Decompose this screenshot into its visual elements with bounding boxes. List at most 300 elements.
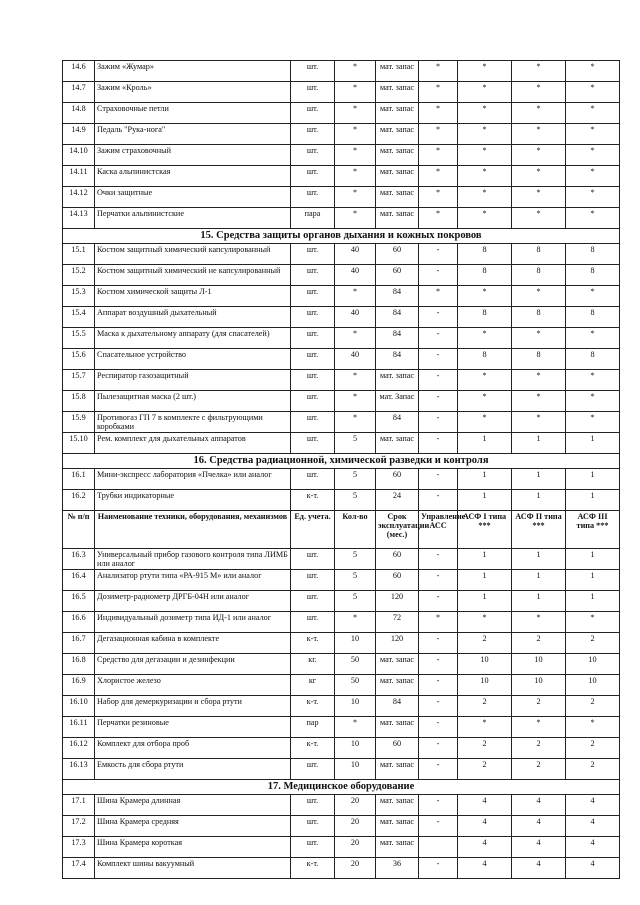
table-row: [63, 166, 620, 187]
cell-asf1: *: [458, 370, 512, 391]
cell-num: 16.5: [63, 591, 95, 612]
cell-unit: шт.: [291, 244, 335, 265]
rows-section-14: [63, 61, 620, 229]
cell-qty: *: [335, 124, 376, 145]
cell-num: 14.7: [63, 82, 95, 103]
table-row: [63, 816, 620, 837]
cell-asf2: 10: [512, 654, 566, 675]
cell-name: Емкость для сбора ртути: [95, 759, 291, 780]
cell-unit: шт.: [291, 328, 335, 349]
cell-ass: *: [419, 187, 458, 208]
cell-asf1: *: [458, 717, 512, 738]
cell-asf3: *: [566, 208, 620, 229]
cell-name: Дозиметр-радиометр ДРГБ-04Н или аналог: [95, 591, 291, 612]
cell-asf2: 1: [512, 490, 566, 511]
cell-unit: к-т.: [291, 633, 335, 654]
cell-name: Хлористое железо: [95, 675, 291, 696]
cell-term: 84: [376, 307, 419, 328]
cell-ass: -: [419, 795, 458, 816]
cell-name: Трубки индикаторные: [95, 490, 291, 511]
cell-term: 60: [376, 265, 419, 286]
cell-unit: шт.: [291, 795, 335, 816]
cell-qty: 5: [335, 570, 376, 591]
cell-asf2: *: [512, 124, 566, 145]
cell-qty: 10: [335, 633, 376, 654]
cell-ass: *: [419, 286, 458, 307]
cell-asf2: *: [512, 208, 566, 229]
cell-unit: шт.: [291, 816, 335, 837]
cell-num: 16.4: [63, 570, 95, 591]
cell-term: мат. запас: [376, 124, 419, 145]
table-row: [63, 208, 620, 229]
cell-term: 36: [376, 858, 419, 879]
header-num: № п/п: [63, 511, 95, 549]
cell-name: Шина Крамера длинная: [95, 795, 291, 816]
table-row: [63, 412, 620, 433]
cell-term: мат. запас: [376, 370, 419, 391]
table-row: [63, 490, 620, 511]
cell-num: 16.1: [63, 469, 95, 490]
cell-unit: шт.: [291, 549, 335, 570]
cell-asf3: 8: [566, 265, 620, 286]
header-asf1: АСФ I типа ***: [458, 511, 512, 549]
cell-term: 84: [376, 286, 419, 307]
cell-unit: кг: [291, 675, 335, 696]
cell-term: мат. запас: [376, 717, 419, 738]
cell-asf1: 8: [458, 307, 512, 328]
cell-num: 15.2: [63, 265, 95, 286]
cell-asf3: 1: [566, 549, 620, 570]
cell-ass: -: [419, 244, 458, 265]
cell-ass: -: [419, 549, 458, 570]
cell-asf1: *: [458, 328, 512, 349]
cell-asf1: 4: [458, 837, 512, 858]
cell-qty: 5: [335, 469, 376, 490]
cell-name: Страховочные петли: [95, 103, 291, 124]
cell-num: 15.4: [63, 307, 95, 328]
header-name: Наименование техники, оборудования, механизмов: [95, 511, 291, 549]
cell-name: Анализатор ртути типа «РА-915 М» или аналог: [95, 570, 291, 591]
cell-name: Аппарат воздушный дыхательный: [95, 307, 291, 328]
cell-num: 15.6: [63, 349, 95, 370]
cell-name: Перчатки альпинистские: [95, 208, 291, 229]
cell-unit: шт.: [291, 286, 335, 307]
cell-num: 16.6: [63, 612, 95, 633]
cell-unit: шт.: [291, 837, 335, 858]
cell-asf2: 1: [512, 549, 566, 570]
cell-ass: -: [419, 717, 458, 738]
cell-qty: 5: [335, 591, 376, 612]
cell-term: 120: [376, 633, 419, 654]
cell-asf3: 2: [566, 738, 620, 759]
cell-name: Пылезащитная маска (2 шт.): [95, 391, 291, 412]
cell-asf2: 4: [512, 816, 566, 837]
header-term: Срок эксплуатации (мес.): [376, 511, 419, 549]
cell-num: 15.7: [63, 370, 95, 391]
rows-section-16-part2: [63, 549, 620, 780]
section-15-heading-group: [63, 229, 620, 244]
cell-qty: *: [335, 103, 376, 124]
repeated-header: [63, 511, 620, 549]
cell-ass: -: [419, 307, 458, 328]
cell-asf3: *: [566, 370, 620, 391]
cell-qty: 40: [335, 349, 376, 370]
cell-num: 16.13: [63, 759, 95, 780]
cell-unit: пар: [291, 717, 335, 738]
cell-asf1: 4: [458, 816, 512, 837]
cell-qty: *: [335, 717, 376, 738]
cell-term: мат. запас: [376, 795, 419, 816]
cell-unit: шт.: [291, 469, 335, 490]
cell-name: Противогаз ГП 7 в комплекте с фильтрующими коробками: [95, 412, 291, 433]
cell-asf2: *: [512, 328, 566, 349]
cell-asf2: 1: [512, 469, 566, 490]
table-row: [63, 591, 620, 612]
cell-asf2: *: [512, 166, 566, 187]
cell-qty: 10: [335, 759, 376, 780]
cell-asf1: *: [458, 82, 512, 103]
cell-qty: 5: [335, 433, 376, 454]
cell-unit: шт.: [291, 433, 335, 454]
cell-qty: 5: [335, 490, 376, 511]
cell-term: мат. запас: [376, 187, 419, 208]
cell-num: 14.6: [63, 61, 95, 82]
header-asf3: АСФ III типа ***: [566, 511, 620, 549]
cell-term: мат. запас: [376, 837, 419, 858]
cell-term: мат. запас: [376, 759, 419, 780]
cell-num: 17.4: [63, 858, 95, 879]
cell-ass: -: [419, 349, 458, 370]
header-unit: Ед. учета.: [291, 511, 335, 549]
cell-term: 60: [376, 469, 419, 490]
cell-qty: *: [335, 612, 376, 633]
cell-asf3: *: [566, 166, 620, 187]
cell-asf1: *: [458, 103, 512, 124]
cell-asf3: *: [566, 328, 620, 349]
cell-unit: шт.: [291, 82, 335, 103]
cell-num: 15.1: [63, 244, 95, 265]
cell-asf2: *: [512, 82, 566, 103]
cell-unit: шт.: [291, 370, 335, 391]
cell-asf3: *: [566, 412, 620, 433]
cell-asf3: 10: [566, 675, 620, 696]
cell-asf3: 2: [566, 759, 620, 780]
cell-ass: -: [419, 433, 458, 454]
cell-ass: -: [419, 696, 458, 717]
table-row: [63, 349, 620, 370]
cell-qty: *: [335, 286, 376, 307]
cell-term: мат. запас: [376, 433, 419, 454]
table-row: [63, 103, 620, 124]
cell-asf2: *: [512, 61, 566, 82]
cell-name: Маска к дыхательному аппарату (для спасателей): [95, 328, 291, 349]
table-row: [63, 370, 620, 391]
cell-asf1: 1: [458, 469, 512, 490]
cell-name: Каска альпинистская: [95, 166, 291, 187]
cell-qty: 40: [335, 307, 376, 328]
table-row: [63, 328, 620, 349]
cell-qty: 20: [335, 837, 376, 858]
cell-asf3: *: [566, 145, 620, 166]
cell-num: 14.12: [63, 187, 95, 208]
cell-num: 15.3: [63, 286, 95, 307]
cell-qty: *: [335, 391, 376, 412]
cell-ass: -: [419, 469, 458, 490]
cell-name: Дегазационная кабина в комплекте: [95, 633, 291, 654]
cell-num: 16.2: [63, 490, 95, 511]
cell-ass: -: [419, 591, 458, 612]
cell-num: 16.9: [63, 675, 95, 696]
cell-name: Перчатки резиновые: [95, 717, 291, 738]
cell-name: Универсальный прибор газового контроля типа ЛИМБ или аналог: [95, 549, 291, 570]
cell-name: Зажим «Кроль»: [95, 82, 291, 103]
table-row: [63, 633, 620, 654]
cell-asf3: 1: [566, 570, 620, 591]
cell-asf2: 2: [512, 759, 566, 780]
cell-term: 84: [376, 412, 419, 433]
cell-unit: шт.: [291, 759, 335, 780]
cell-asf3: 4: [566, 816, 620, 837]
cell-unit: шт.: [291, 412, 335, 433]
cell-name: Комплект для отбора проб: [95, 738, 291, 759]
cell-asf2: 8: [512, 265, 566, 286]
table-row: [63, 433, 620, 454]
cell-asf1: *: [458, 412, 512, 433]
cell-qty: 10: [335, 696, 376, 717]
cell-asf2: *: [512, 612, 566, 633]
cell-qty: 5: [335, 549, 376, 570]
cell-term: 60: [376, 549, 419, 570]
cell-term: 84: [376, 349, 419, 370]
cell-num: 16.11: [63, 717, 95, 738]
cell-asf2: *: [512, 286, 566, 307]
cell-name: Респиратор газозащитный: [95, 370, 291, 391]
cell-ass: -: [419, 370, 458, 391]
cell-asf3: 8: [566, 307, 620, 328]
cell-asf1: *: [458, 124, 512, 145]
cell-num: 17.1: [63, 795, 95, 816]
cell-asf1: 10: [458, 654, 512, 675]
cell-asf1: 1: [458, 549, 512, 570]
cell-asf2: 1: [512, 433, 566, 454]
cell-term: 60: [376, 244, 419, 265]
header-ass: Управление АСС: [419, 511, 458, 549]
cell-qty: *: [335, 187, 376, 208]
cell-asf3: *: [566, 286, 620, 307]
cell-ass: -: [419, 738, 458, 759]
section-heading-17: 17. Медицинское оборудование: [63, 780, 620, 795]
cell-term: мат. запас: [376, 166, 419, 187]
cell-unit: шт.: [291, 145, 335, 166]
cell-asf1: 2: [458, 738, 512, 759]
cell-asf2: 10: [512, 675, 566, 696]
table-row: [63, 858, 620, 879]
cell-ass: -: [419, 654, 458, 675]
cell-asf1: 1: [458, 591, 512, 612]
cell-asf1: *: [458, 612, 512, 633]
cell-unit: к-т.: [291, 858, 335, 879]
cell-unit: шт.: [291, 349, 335, 370]
cell-unit: к-т.: [291, 738, 335, 759]
cell-ass: -: [419, 265, 458, 286]
cell-asf1: 2: [458, 759, 512, 780]
cell-num: 14.11: [63, 166, 95, 187]
cell-asf3: *: [566, 391, 620, 412]
cell-asf2: *: [512, 370, 566, 391]
cell-name: Зажим страховочный: [95, 145, 291, 166]
cell-asf3: 8: [566, 244, 620, 265]
cell-term: 24: [376, 490, 419, 511]
cell-qty: 20: [335, 795, 376, 816]
cell-ass: -: [419, 391, 458, 412]
cell-asf3: 4: [566, 837, 620, 858]
cell-ass: *: [419, 208, 458, 229]
cell-term: мат. запас: [376, 816, 419, 837]
cell-name: Комплект шины вакуумный: [95, 858, 291, 879]
section-17-heading-group: [63, 780, 620, 795]
cell-qty: 20: [335, 816, 376, 837]
cell-num: 16.12: [63, 738, 95, 759]
cell-unit: шт.: [291, 612, 335, 633]
cell-num: 14.8: [63, 103, 95, 124]
cell-asf3: *: [566, 717, 620, 738]
cell-asf2: 2: [512, 696, 566, 717]
cell-asf3: 4: [566, 795, 620, 816]
cell-unit: к-т.: [291, 490, 335, 511]
cell-name: Мини-экспресс лаборатория «Пчелка» или аналог: [95, 469, 291, 490]
cell-asf1: 1: [458, 490, 512, 511]
cell-term: мат. запас: [376, 675, 419, 696]
cell-qty: *: [335, 208, 376, 229]
cell-num: 15.10: [63, 433, 95, 454]
cell-term: мат. запас: [376, 103, 419, 124]
cell-term: мат. запас: [376, 61, 419, 82]
table-row: [63, 187, 620, 208]
cell-asf3: 4: [566, 858, 620, 879]
table-row: [63, 124, 620, 145]
rows-section-15: [63, 244, 620, 454]
cell-term: 60: [376, 570, 419, 591]
cell-ass: -: [419, 675, 458, 696]
cell-name: Рем. комплект для дыхательных аппаратов: [95, 433, 291, 454]
cell-asf1: 1: [458, 570, 512, 591]
cell-name: Средство для дегазации и дезинфекции: [95, 654, 291, 675]
cell-term: 120: [376, 591, 419, 612]
cell-asf2: 8: [512, 349, 566, 370]
cell-asf2: *: [512, 717, 566, 738]
cell-unit: к-т.: [291, 696, 335, 717]
cell-asf1: *: [458, 391, 512, 412]
cell-unit: шт.: [291, 166, 335, 187]
cell-unit: шт.: [291, 391, 335, 412]
cell-num: 16.7: [63, 633, 95, 654]
cell-unit: шт.: [291, 307, 335, 328]
cell-term: 84: [376, 328, 419, 349]
cell-asf3: 1: [566, 433, 620, 454]
cell-unit: кг.: [291, 654, 335, 675]
cell-asf2: *: [512, 412, 566, 433]
cell-qty: *: [335, 145, 376, 166]
section-16-heading-group: [63, 454, 620, 469]
table-row: [63, 570, 620, 591]
cell-asf2: 2: [512, 738, 566, 759]
cell-ass: *: [419, 82, 458, 103]
cell-qty: 40: [335, 244, 376, 265]
cell-asf2: 4: [512, 858, 566, 879]
cell-qty: 20: [335, 858, 376, 879]
cell-asf2: 8: [512, 244, 566, 265]
cell-qty: *: [335, 82, 376, 103]
table-row: [63, 307, 620, 328]
cell-asf2: 4: [512, 837, 566, 858]
cell-term: 60: [376, 738, 419, 759]
table-row: [63, 391, 620, 412]
cell-asf1: 4: [458, 858, 512, 879]
cell-asf2: 4: [512, 795, 566, 816]
header-asf2: АСФ II типа ***: [512, 511, 566, 549]
table-row: [63, 759, 620, 780]
cell-term: мат. запас: [376, 654, 419, 675]
cell-asf3: 8: [566, 349, 620, 370]
cell-term: мат. запас: [376, 82, 419, 103]
cell-name: Индивидуальный дозиметр типа ИД-1 или аналог: [95, 612, 291, 633]
cell-num: 17.3: [63, 837, 95, 858]
cell-asf1: *: [458, 187, 512, 208]
cell-num: 16.10: [63, 696, 95, 717]
cell-asf1: *: [458, 61, 512, 82]
cell-asf1: 1: [458, 433, 512, 454]
cell-asf2: 1: [512, 591, 566, 612]
table-row: [63, 286, 620, 307]
cell-asf1: 8: [458, 349, 512, 370]
cell-qty: *: [335, 61, 376, 82]
cell-ass: *: [419, 166, 458, 187]
cell-ass: *: [419, 612, 458, 633]
cell-name: Спасательное устройство: [95, 349, 291, 370]
cell-asf3: 1: [566, 490, 620, 511]
cell-name: Костюм химической защиты Л-1: [95, 286, 291, 307]
cell-asf3: 1: [566, 469, 620, 490]
cell-name: Костюм защитный химический не капсулированный: [95, 265, 291, 286]
section-heading-16: 16. Средства радиационной, химической разведки и контроля: [63, 454, 620, 469]
cell-num: 15.9: [63, 412, 95, 433]
cell-term: 84: [376, 696, 419, 717]
cell-unit: шт.: [291, 570, 335, 591]
cell-ass: -: [419, 570, 458, 591]
cell-num: 14.13: [63, 208, 95, 229]
equipment-table-page: [62, 60, 619, 879]
cell-name: Зажим «Жумар»: [95, 61, 291, 82]
cell-ass: -: [419, 759, 458, 780]
table-row: [63, 549, 620, 570]
cell-name: Педаль "Рука-нога": [95, 124, 291, 145]
cell-asf3: *: [566, 124, 620, 145]
cell-ass: -: [419, 816, 458, 837]
cell-unit: пара: [291, 208, 335, 229]
table-row: [63, 469, 620, 490]
cell-unit: шт.: [291, 124, 335, 145]
cell-num: 15.8: [63, 391, 95, 412]
cell-term: 72: [376, 612, 419, 633]
table-row: [63, 795, 620, 816]
table-row: [63, 717, 620, 738]
cell-num: 14.10: [63, 145, 95, 166]
cell-ass: *: [419, 145, 458, 166]
cell-name: Очки защитные: [95, 187, 291, 208]
cell-asf2: *: [512, 103, 566, 124]
table-row: [63, 145, 620, 166]
table-row: [63, 265, 620, 286]
